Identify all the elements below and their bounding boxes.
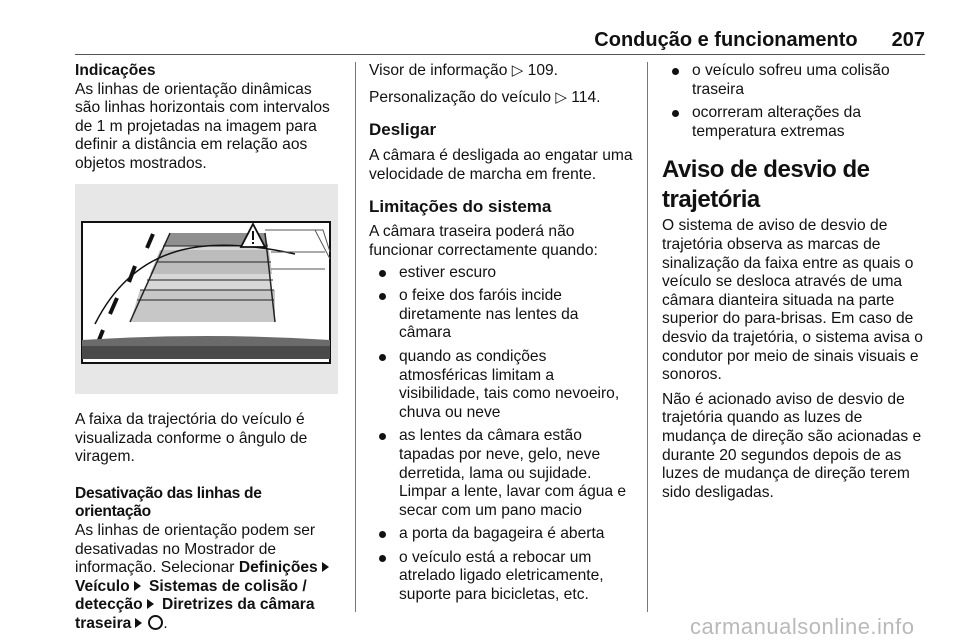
list-item: as lentes da câmara estão tapadas por neve, gelo, neve derretida, lama ou sujidade. Limpar a lente, lavar com água e secar com um pano macio [369, 427, 634, 520]
watermark: carmanualsonline.info [690, 614, 915, 639]
column-3 [662, 62, 927, 502]
column-divider [355, 62, 356, 612]
column-divider [647, 62, 648, 612]
rear-bumper [82, 344, 330, 359]
personalizacao-page: 114. [571, 88, 601, 106]
limitacoes-intro: A câmara traseira poderá não funcionar correctamente quando: [369, 223, 598, 259]
menu-arrow-icon [135, 618, 142, 628]
menu-veiculo: Veículo [75, 577, 130, 595]
menu-diretrizes: Diretrizes da câmara traseira [75, 596, 315, 632]
page-header [75, 28, 925, 52]
list-item: estiver escuro [369, 264, 634, 283]
menu-arrow-icon [147, 599, 154, 609]
page-number: 207 [891, 28, 925, 51]
list-item: ocorreram alterações da temperatura extremas [662, 104, 927, 141]
aviso-heading: Aviso de desvio de trajetória [662, 156, 870, 214]
limitacoes-heading: Limitações do sistema [369, 197, 552, 217]
list-item: o veículo está a rebocar um atrelado ligado eletricamente, suporte para bicicletas, etc. [369, 549, 634, 605]
menu-arrow-icon [134, 581, 141, 591]
list-item: o feixe dos faróis incide diretamente nas lentes da câmara [369, 287, 634, 343]
desligar-paragraph: A câmara é desligada ao engatar uma velocidade de marcha em frente. [369, 147, 633, 183]
menu-definicoes: Definições [238, 559, 318, 577]
desativacao-text: As linhas de orientação podem ser desativadas no Mostrador de informação. Selecionar [75, 521, 316, 577]
aviso-paragraph-2: Não é acionado aviso de desvio de trajetória quando as luzes de mudança de direção são acionadas e durante 20 segundos depois de as luzes de mudança de direção terem sido desligadas. [662, 390, 922, 501]
indicacoes-paragraph: As linhas de orientação dinâmicas são linhas horizontais com intervalos de 1 m projetadas na imagem para definir a distância em relação aos objetos mostrados. [75, 80, 330, 172]
figure-caption: A faixa da trajectória do veículo é visualizada conforme o ângulo de viragem. [75, 411, 308, 466]
list-item: o veículo sofreu uma colisão traseira [662, 62, 927, 99]
aviso-paragraph-1: O sistema de aviso de desvio de trajetória observa as marcas de sinalização da faixa entre as quais o veículo se desloca através de uma câmara dianteira situada na parte superior do para-brisas. Em caso de desvio da trajetória, o sistema avisa o condutor por meio de sinais visuais e sonoros. [662, 217, 923, 384]
visor-page: 109. [527, 62, 558, 79]
visor-text: Visor de informação [369, 62, 508, 79]
page-ref-icon: ▷ [555, 88, 567, 106]
indicacoes-heading: Indicações [75, 62, 156, 79]
page-ref-icon: ▷ [511, 62, 524, 79]
header-divider [75, 54, 925, 55]
desligar-heading: Desligar [369, 120, 437, 140]
menu-arrow-icon [322, 562, 329, 572]
desativacao-heading: Desativação das linhas de orientação [75, 484, 262, 521]
personalizacao-text: Personalização do veículo [369, 88, 552, 106]
column-1 [75, 62, 340, 174]
personalizacao-reference [369, 89, 634, 108]
visor-reference [369, 62, 634, 81]
limitacoes-list [369, 264, 634, 605]
section-title: Condução e funcionamento [594, 28, 858, 51]
list-item: quando as condições atmosféricas limitam a visibilidade, tais como nevoeiro, chuva ou neve [369, 348, 634, 422]
rear-camera-figure [75, 184, 338, 394]
desativacao-paragraph: As linhas de orientação podem ser desativadas no Mostrador de informação. Selecionar Definições Veículo Sistemas de colisão / detecção Diretrizes da câmara traseira . [75, 522, 340, 634]
limitacoes-list-continued [662, 62, 927, 141]
rear-camera-illustration [75, 184, 338, 394]
column-2 [369, 62, 634, 605]
list-item: a porta da bagageira é aberta [369, 525, 634, 544]
guideline-band-green [130, 290, 275, 322]
off-circle-icon [148, 615, 163, 630]
menu-sistemas: Sistemas de colisão / detecção [75, 577, 307, 614]
column-1-lower [75, 411, 340, 634]
